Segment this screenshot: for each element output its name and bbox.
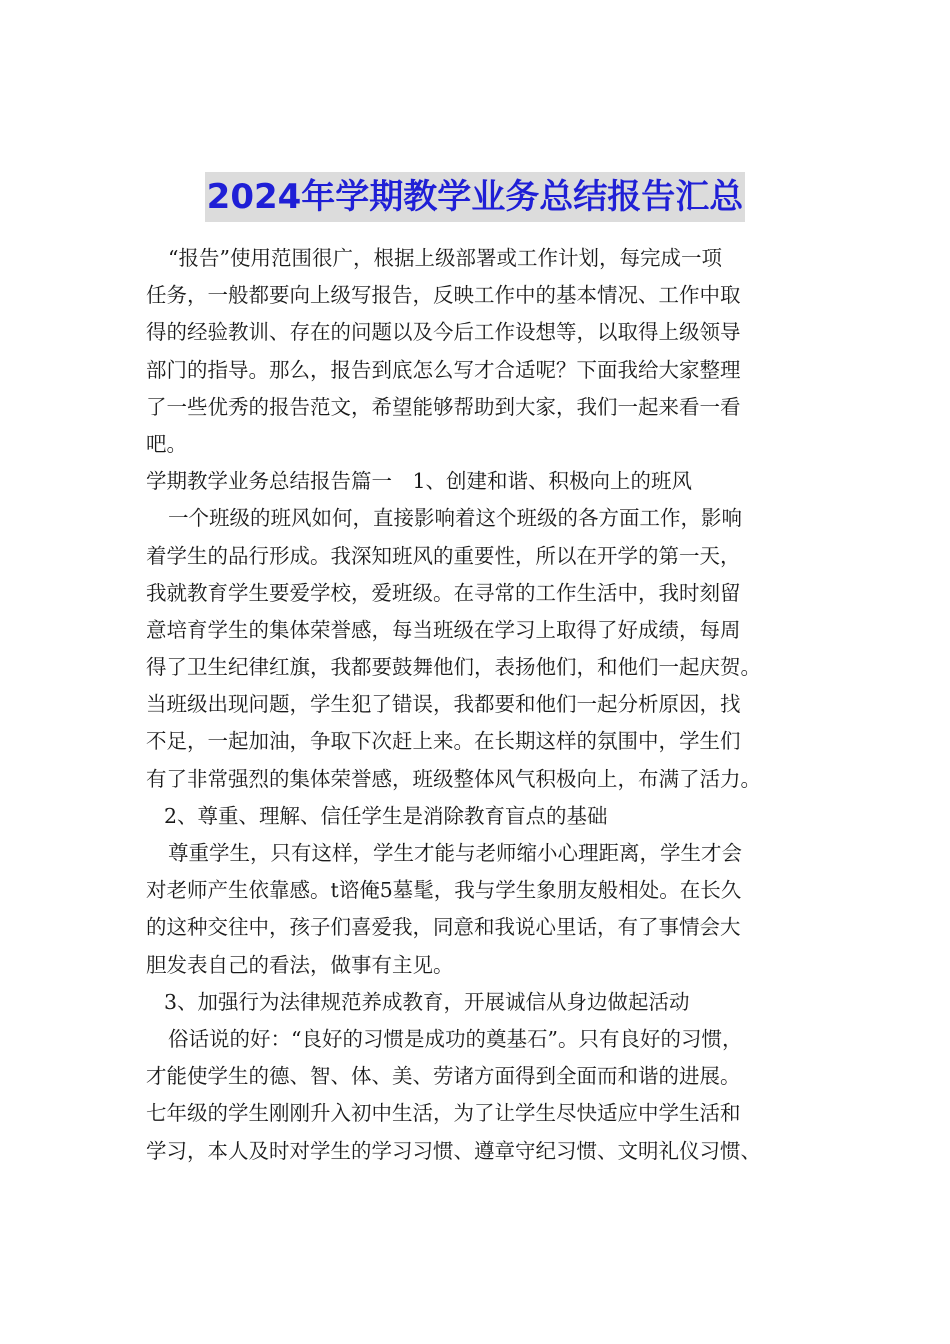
paragraph-line: 了一些优秀的报告范文，希望能够帮助到大家，我们一起来看一看 xyxy=(146,394,741,419)
paragraph-line: 当班级出现问题，学生犯了错误，我都要和他们一起分析原因，找 xyxy=(146,692,741,717)
paragraph-line: 吧。 xyxy=(146,431,187,456)
paragraph-line: 尊重学生，只有这样，学生才能与老师缩小心理距离，学生才会 xyxy=(168,841,742,865)
document-title: 2024年学期教学业务总结报告汇总 xyxy=(205,172,746,222)
document-body xyxy=(146,240,822,1170)
paragraph-line: “报告”使用范围很广，根据上级部署或工作计划，每完成一项 xyxy=(168,246,722,270)
paragraph-line: 俗话说的好：“良好的习惯是成功的奠基石”。只有良好的习惯， xyxy=(168,1026,743,1051)
paragraph-line: 不足，一起加油，争取下次赶上来。在长期这样的氛围中，学生们 xyxy=(146,729,741,754)
paragraph-line: 一个班级的班风如何，直接影响着这个班级的各方面工作，影响 xyxy=(168,506,742,531)
subsection-heading: 2、尊重、理解、信任学生是消除教育盲点的基础 xyxy=(164,803,608,828)
paragraph-line: 的这种交往中，孩子们喜爱我，同意和我说心里话，有了事情会大 xyxy=(146,915,741,940)
paragraph-line: 有了非常强烈的集体荣誉感，班级整体风气积极向上，布满了活力。 xyxy=(146,766,761,791)
paragraph-line: 着学生的品行形成。我深知班风的重要性，所以在开学的第一天， xyxy=(146,543,741,568)
subsection-heading: 3、加强行为法律规范养成教育，开展诚信从身边做起活动 xyxy=(164,989,690,1014)
paragraph-line: 我就教育学生要爱学校，爱班级。在寻常的工作生活中，我时刻留 xyxy=(146,580,741,605)
paragraph-line: 七年级的学生刚刚升入初中生活，为了让学生尽快适应中学生活和 xyxy=(146,1101,741,1126)
paragraph-line: 任务，一般都要向上级写报告，反映工作中的基本情况、工作中取 xyxy=(146,283,741,308)
paragraph-line: 对老师产生依靠感。t谘俺5墓髦，我与学生象朋友般相处。在长久 xyxy=(146,878,742,903)
paragraph-line: 部门的指导。那么，报告到底怎么写才合适呢？下面我给大家整理 xyxy=(146,357,741,382)
paragraph-line: 得了卫生纪律红旗，我都要鼓舞他们，表扬他们，和他们一起庆贺。 xyxy=(146,655,761,680)
section-heading: 学期教学业务总结报告篇一 1、创建和谐、积极向上的班风 xyxy=(146,469,693,494)
paragraph-line: 意培育学生的集体荣誉感，每当班级在学习上取得了好成绩，每周 xyxy=(146,617,741,642)
title-container xyxy=(0,172,950,222)
paragraph-line: 才能使学生的德、智、体、美、劳诸方面得到全面而和谐的进展。 xyxy=(146,1064,741,1089)
paragraph-line: 学习，本人及时对学生的学习习惯、遵章守纪习惯、文明礼仪习惯、 xyxy=(146,1138,761,1163)
paragraph-line: 得的经验教训、存在的问题以及今后工作设想等，以取得上级领导 xyxy=(146,320,741,345)
paragraph-line: 胆发表自己的看法，做事有主见。 xyxy=(146,952,454,977)
